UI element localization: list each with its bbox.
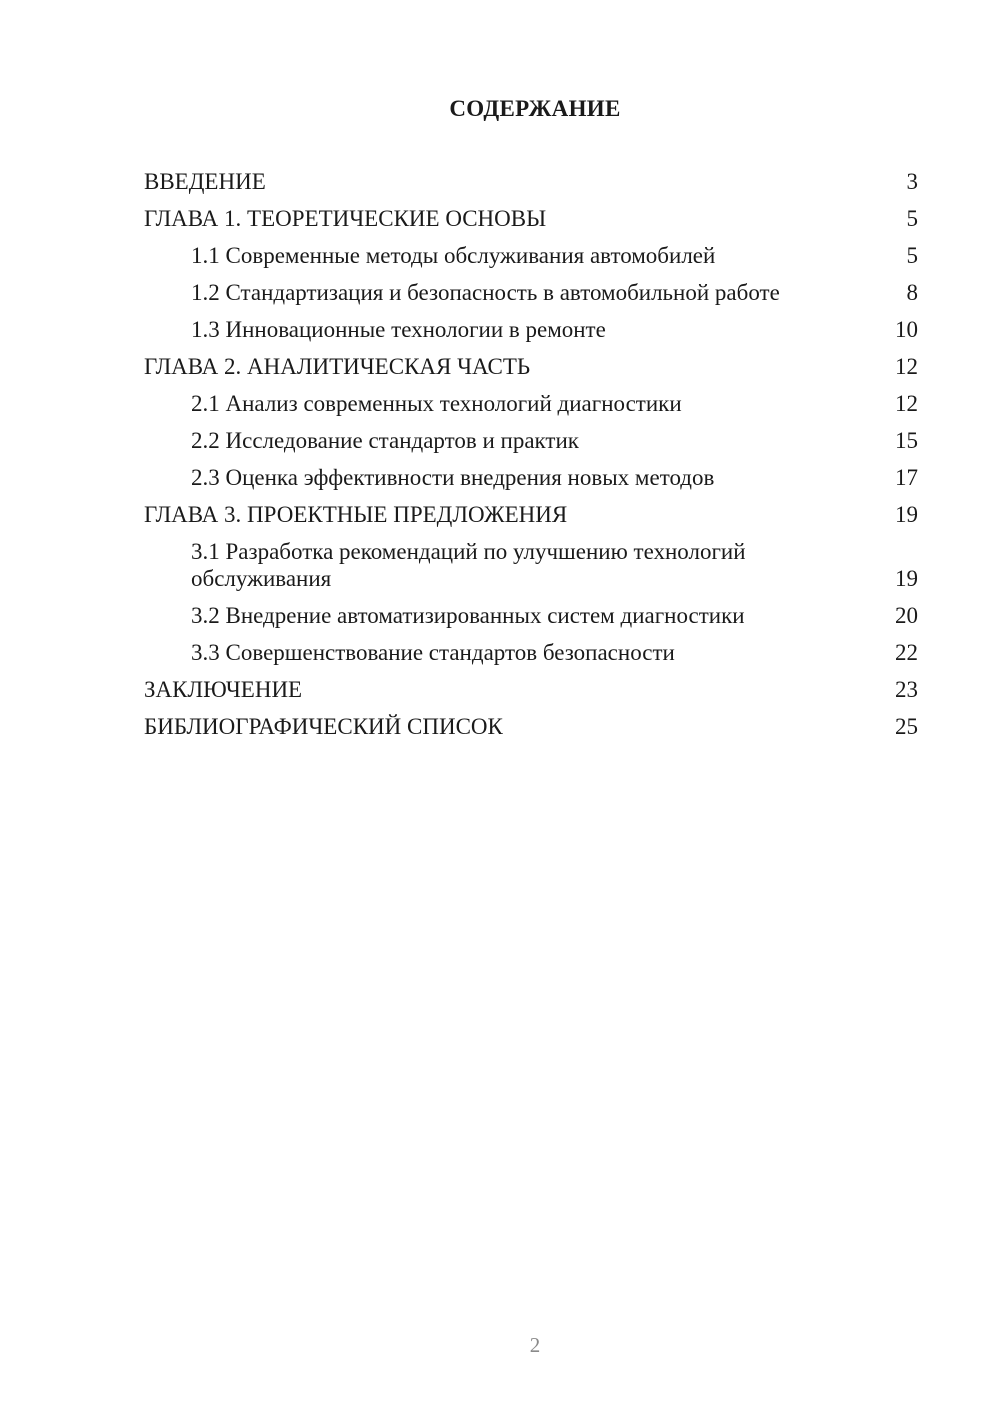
toc-entry[interactable] (144, 279, 918, 306)
toc-entry[interactable] (144, 538, 918, 592)
toc-entry-page: 10 (895, 317, 918, 342)
toc-entry-page: 25 (895, 714, 918, 739)
toc-entry-text: 1.1 Современные методы обслуживания автомобилей (191, 243, 716, 268)
toc-entry[interactable] (144, 390, 918, 417)
toc-entry-page: 15 (895, 428, 918, 453)
toc-entry-text: 1.2 Стандартизация и безопасность в автомобильной работе (191, 280, 780, 305)
toc-entry-page: 23 (895, 677, 918, 702)
toc-entry-page: 12 (895, 391, 918, 416)
toc-entry[interactable] (144, 205, 918, 232)
toc-entry-page: 19 (895, 566, 918, 591)
page-number: 2 (529, 1333, 541, 1357)
toc-entry-page: 5 (906, 243, 918, 268)
toc-entry-page: 8 (906, 280, 918, 305)
toc-entry-text: ГЛАВА 2. АНАЛИТИЧЕСКАЯ ЧАСТЬ (144, 354, 531, 379)
toc-entry-page: 19 (895, 502, 918, 527)
toc-entry-page: 20 (895, 603, 918, 628)
toc-entry-text: ГЛАВА 3. ПРОЕКТНЫЕ ПРЕДЛОЖЕНИЯ (144, 502, 568, 527)
toc-entry-text: БИБЛИОГРАФИЧЕСКИЙ СПИСОК (144, 714, 503, 739)
toc-entry-text: 3.3 Совершенствование стандартов безопасности (191, 640, 675, 665)
toc-entry-page: 5 (906, 206, 918, 231)
toc-entry-page: 3 (906, 169, 918, 194)
toc-entry-text: 2.3 Оценка эффективности внедрения новых методов (191, 465, 715, 490)
toc-entry[interactable] (144, 501, 918, 528)
toc-entry-page: 12 (895, 354, 918, 379)
toc-entry-text: ГЛАВА 1. ТЕОРЕТИЧЕСКИЕ ОСНОВЫ (144, 206, 547, 231)
toc-entry-text: 3.2 Внедрение автоматизированных систем диагностики (191, 603, 745, 628)
toc-entry-page: 17 (895, 465, 918, 490)
toc-entry-text: 2.2 Исследование стандартов и практик (191, 428, 579, 453)
table-of-contents (144, 168, 918, 750)
toc-entry-text: 3.1 Разработка рекомендаций по улучшению технологий обслуживания (191, 539, 746, 591)
toc-entry-text: 1.3 Инновационные технологии в ремонте (191, 317, 606, 342)
toc-entry[interactable] (144, 713, 918, 740)
toc-title: СОДЕРЖАНИЕ (449, 96, 621, 121)
toc-entry[interactable] (144, 602, 918, 629)
toc-entry[interactable] (144, 316, 918, 343)
toc-entry-text: ВВЕДЕНИЕ (144, 169, 266, 194)
toc-entry-text: 2.1 Анализ современных технологий диагностики (191, 391, 682, 416)
toc-entry-text: ЗАКЛЮЧЕНИЕ (144, 677, 303, 702)
toc-entry[interactable] (144, 168, 918, 195)
toc-entry[interactable] (144, 427, 918, 454)
toc-entry[interactable] (144, 676, 918, 703)
toc-entry[interactable] (144, 464, 918, 491)
toc-entry[interactable] (144, 242, 918, 269)
toc-entry-page: 22 (895, 640, 918, 665)
toc-entry[interactable] (144, 353, 918, 380)
toc-entry[interactable] (144, 639, 918, 666)
